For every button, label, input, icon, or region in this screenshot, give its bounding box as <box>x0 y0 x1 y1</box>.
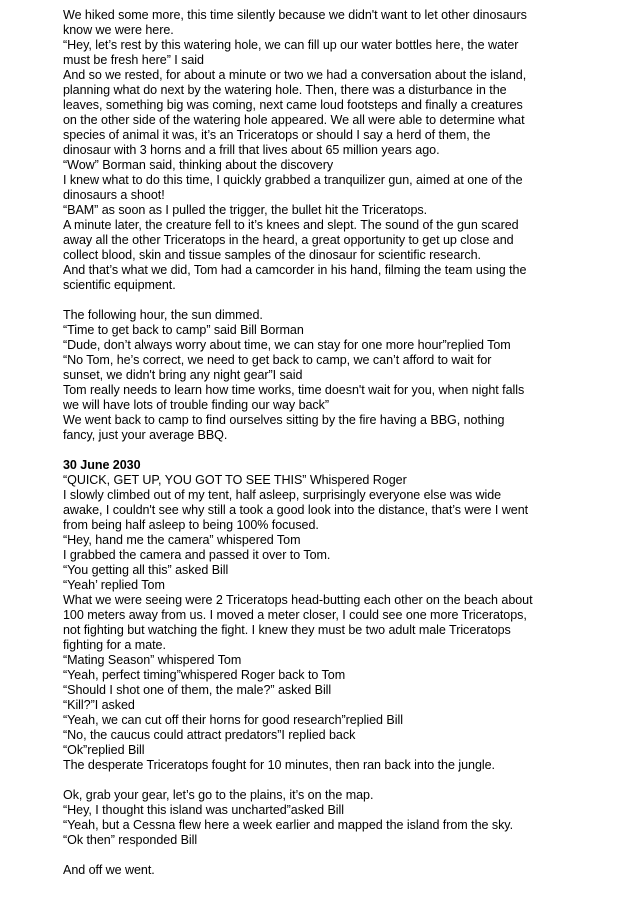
text-line: Ok, grab your gear, let’s go to the plains, it’s on the map. <box>63 788 374 802</box>
text-line: What we were seeing were 2 Triceratops head-butting each other on the beach about <box>63 593 533 607</box>
text-line: The following hour, the sun dimmed. <box>63 308 263 322</box>
text-line: “Ok”replied Bill <box>63 743 145 757</box>
text-line: And so we rested, for about a minute or two we had a conversation about the island, <box>63 68 527 82</box>
blank-line <box>63 848 603 863</box>
text-line: 100 meters away from us. I moved a meter closer, I could see one more Triceratops, <box>63 608 527 622</box>
text-line: “You getting all this” asked Bill <box>63 563 229 577</box>
text-line: “Yeah, but a Cessna flew here a week earlier and mapped the island from the sky. <box>63 818 514 832</box>
text-line: “Yeah’ replied Tom <box>63 578 165 592</box>
text-line: “QUICK, GET UP, YOU GOT TO SEE THIS” Whispered Roger <box>63 473 407 487</box>
text-line: I slowly climbed out of my tent, half asleep, surprisingly everyone else was wide <box>63 488 502 502</box>
text-line: “Dude, don’t always worry about time, we can stay for one more hour”replied Tom <box>63 338 511 352</box>
text-line: fancy, just your average BBQ. <box>63 428 228 442</box>
text-line: scientific equipment. <box>63 278 176 292</box>
text-line: “Yeah, we can cut off their horns for good research”replied Bill <box>63 713 403 727</box>
text-line: “Hey, hand me the camera” whispered Tom <box>63 533 301 547</box>
document-page <box>63 8 603 878</box>
text-line: species of animal it was, it’s an Triceratops or should I say a herd of them, the <box>63 128 491 142</box>
blank-line <box>63 443 603 458</box>
text-line: dinosaurs a shoot! <box>63 188 165 202</box>
text-line: must be fresh here” I said <box>63 53 204 67</box>
text-line: planning what do next by the watering hole. Then, there was a disturbance in the <box>63 83 507 97</box>
blank-line <box>63 293 603 308</box>
section-date-heading: 30 June 2030 <box>63 458 141 472</box>
text-line: We hiked some more, this time silently because we didn't want to let other dinosaurs <box>63 8 527 22</box>
text-line: “Ok then” responded Bill <box>63 833 198 847</box>
text-line: We went back to camp to find ourselves sitting by the fire having a BBG, nothing <box>63 413 505 427</box>
text-line: And off we went. <box>63 863 155 877</box>
text-line: not fighting but watching the fight. I knew they must be two adult male Triceratops <box>63 623 511 637</box>
text-line: awake, I couldn't see why still a took a good look into the distance, that’s were I went <box>63 503 529 517</box>
text-line: “Yeah, perfect timing”whispered Roger back to Tom <box>63 668 346 682</box>
text-line: “Should I shot one of them, the male?” asked Bill <box>63 683 332 697</box>
text-line: “Hey, I thought this island was uncharted”asked Bill <box>63 803 345 817</box>
text-line: dinosaur with 3 horns and a frill that lives about 65 million years ago. <box>63 143 440 157</box>
text-line: “Time to get back to camp” said Bill Borman <box>63 323 304 337</box>
text-line: I knew what to do this time, I quickly grabbed a tranquilizer gun, aimed at one of the <box>63 173 523 187</box>
text-line: know we were here. <box>63 23 174 37</box>
text-line: Tom really needs to learn how time works, time doesn't wait for you, when night falls <box>63 383 525 397</box>
blank-line <box>63 773 603 788</box>
text-line: And that’s what we did, Tom had a camcorder in his hand, filming the team using the <box>63 263 527 277</box>
text-line: “Mating Season” whispered Tom <box>63 653 242 667</box>
text-line: “BAM” as soon as I pulled the trigger, the bullet hit the Triceratops. <box>63 203 428 217</box>
text-line: The desperate Triceratops fought for 10 minutes, then ran back into the jungle. <box>63 758 495 772</box>
text-line: “Wow” Borman said, thinking about the discovery <box>63 158 334 172</box>
text-line: from being half asleep to being 100% focused. <box>63 518 319 532</box>
text-line: I grabbed the camera and passed it over to Tom. <box>63 548 331 562</box>
text-line: fighting for a mate. <box>63 638 166 652</box>
text-line: away all the other Triceratops in the heard, a great opportunity to get up close and <box>63 233 514 247</box>
text-line: on the other side of the watering hole appeared. We all were able to determine what <box>63 113 525 127</box>
text-line: “No, the caucus could attract predators”I replied back <box>63 728 356 742</box>
text-line: “Kill?”I asked <box>63 698 135 712</box>
text-line: collect blood, skin and tissue samples of the dinosaur for scientific research. <box>63 248 481 262</box>
text-line: we will have lots of trouble finding our way back” <box>63 398 329 412</box>
text-line: leaves, something big was coming, next came loud footsteps and finally a creatures <box>63 98 523 112</box>
text-line: A minute later, the creature fell to it’s knees and slept. The sound of the gun scared <box>63 218 519 232</box>
text-line: sunset, we didn't bring any night gear”I said <box>63 368 303 382</box>
text-line: “Hey, let’s rest by this watering hole, we can fill up our water bottles here, the water <box>63 38 519 52</box>
text-line: “No Tom, he’s correct, we need to get back to camp, we can’t afford to wait for <box>63 353 492 367</box>
